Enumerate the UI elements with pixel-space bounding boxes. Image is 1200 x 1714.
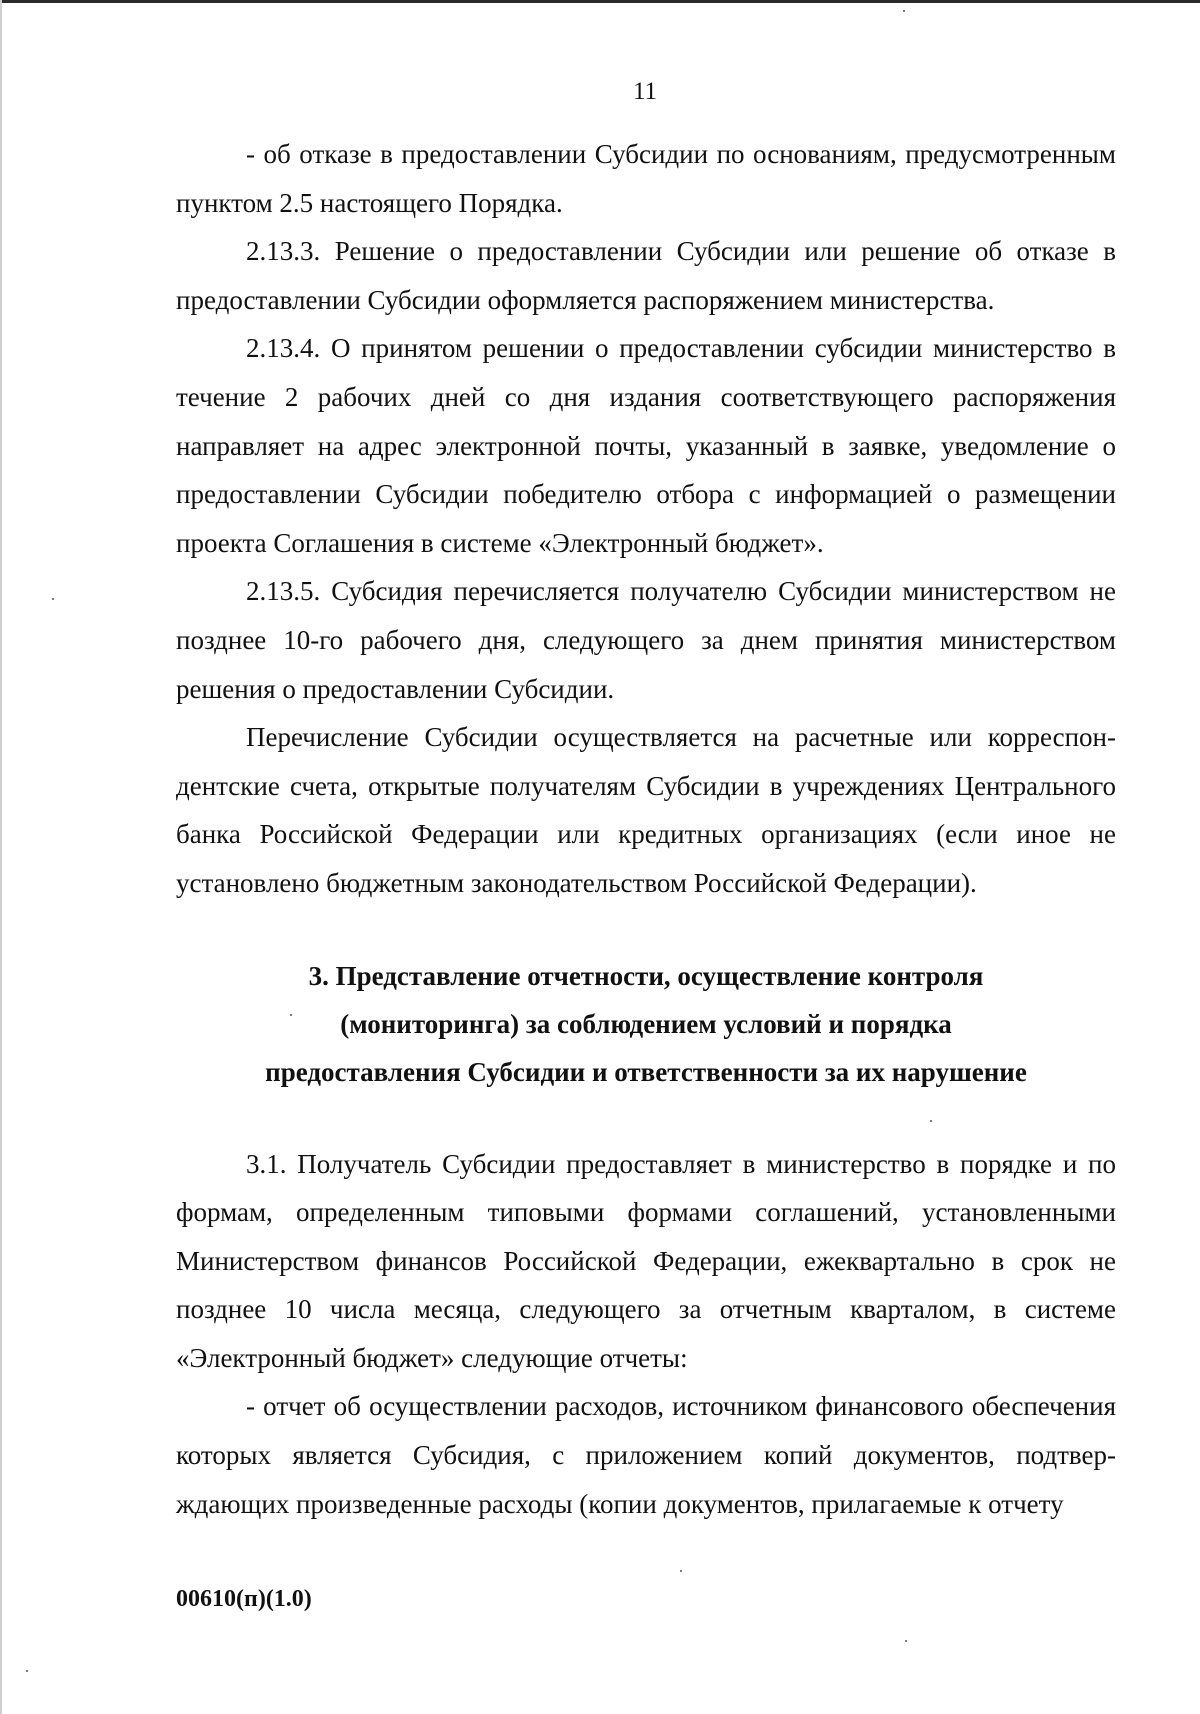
scan-border-left: [0, 0, 2, 1714]
paragraph-3-1: 3.1. Получатель Субсидии предоставляет в министерство в порядке и по формам, определенным типовыми формами соглашений, установленными Министерством финансов Российской Федерации, ежеквартально в срок не позднее 10 числа месяца, следующего за отчетным кварталом, в системе «Электронный бюджет» следующие отчеты:: [176, 1148, 1116, 1373]
paragraph-expense-report: - отчет об осуществлении расходов, источником финансового обеспечения которых является Субсидия, с приложением копий документов, подтверждающих произведенные расходы (копии документов, прилагаемые к отчету: [176, 1391, 1116, 1519]
paragraph-2-13-3: 2.13.3. Решение о предоставлении Субсидии или решение об отказе в предоставлении Субсидии оформляется распоряжением министерства.: [176, 236, 1116, 315]
scan-speck: [290, 1014, 292, 1016]
paragraph-transfer-accounts: Перечисление Субсидии осуществляется на расчетные или корреспондентские счета, открытые получателям Субсидии в учреждениях Центрального банка Российской Федерации или кредитных организациях (если иное не установлено бюджетным законодательством Российской Федерации).: [176, 722, 1116, 898]
scan-speck: [903, 10, 905, 12]
paragraph-2-13-5: 2.13.5. Субсидия перечисляется получателю Субсидии министерством не позднее 10-го рабочего дня, следующего за днем принятия министерством решения о предоставлении Субсидии.: [176, 576, 1116, 704]
scan-speck: [52, 598, 54, 600]
paragraph-2-13-4: 2.13.4. О принятом решении о предоставлении субсидии министерство в течение 2 рабочих дней со дня издания соответствующего распоряжения направляет на адрес электронной почты, указанный в заявке, уведомление о предоставлении Субсидии победителю отбора с информацией о размещении проекта Соглашения в системе «Электронный бюджет».: [176, 333, 1116, 558]
page-number: 11: [632, 78, 658, 105]
scan-speck: [26, 1670, 28, 1672]
scan-border-top: [0, 0, 1200, 3]
section-title-line-1: 3. Представление отчетности, осуществление контроля: [308, 960, 984, 991]
document-body: [176, 130, 1116, 1528]
scan-speck: [680, 1570, 682, 1572]
scan-speck: [930, 1120, 932, 1122]
section-title-line-3: предоставления Субсидии и ответственности за их нарушение: [265, 1056, 1027, 1087]
section-3-heading: [176, 952, 1116, 1096]
scan-speck: [905, 1640, 907, 1642]
section-title-line-2: (мониторинга) за соблюдением условий и порядка: [340, 1008, 952, 1039]
paragraph-refusal-grounds: - об отказе в предоставлении Субсидии по основаниям, предусмотренным пунктом 2.5 настоящего Порядка.: [176, 139, 1116, 218]
document-code: 00610(п)(1.0): [176, 1586, 312, 1612]
